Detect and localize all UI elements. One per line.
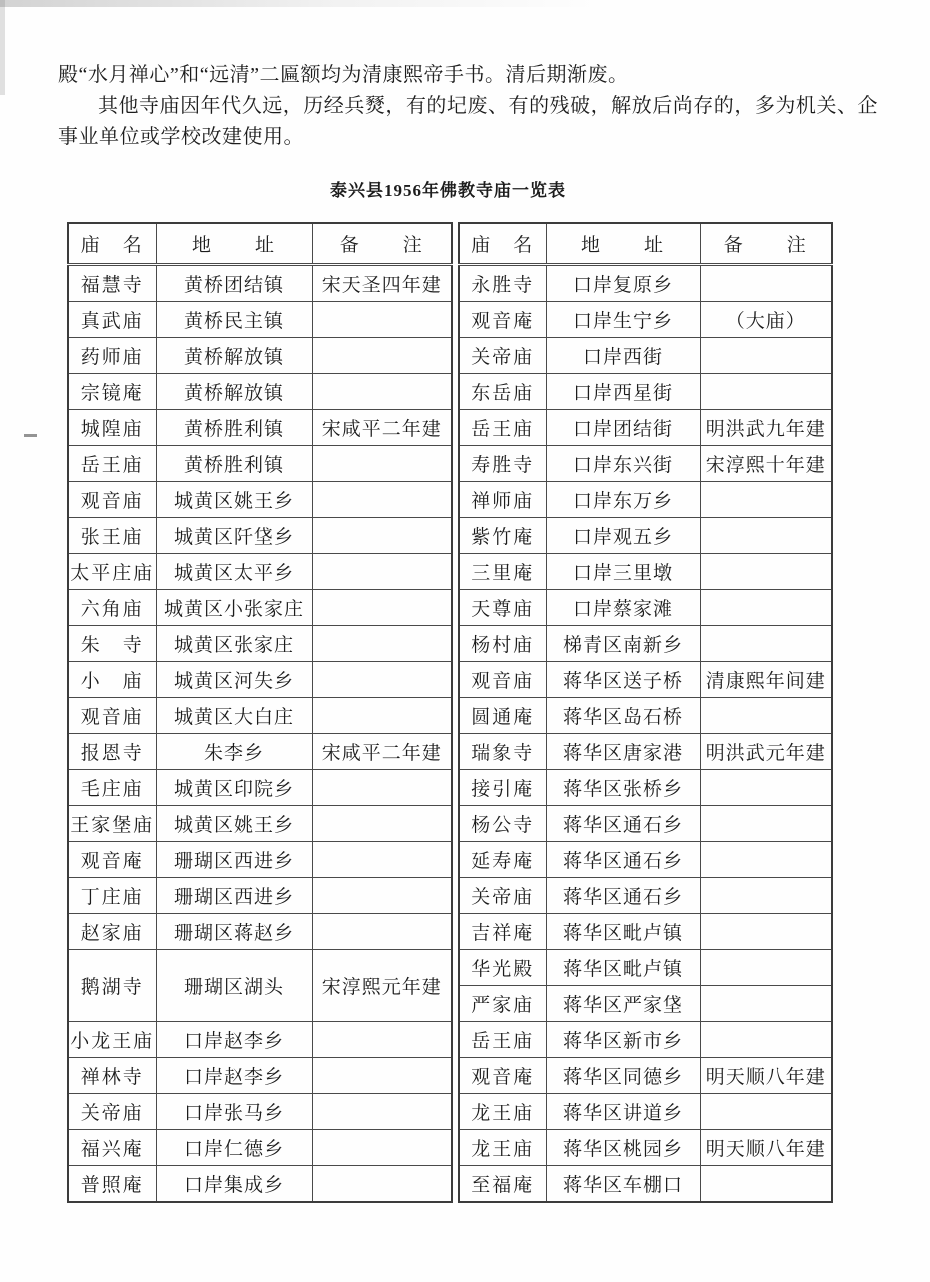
table-row (459, 1058, 832, 1094)
column-header-note: 备 注 (312, 223, 452, 265)
cell-address: 口岸赵李乡 (156, 1058, 312, 1094)
cell-note (700, 842, 832, 878)
cell-address: 城黄区姚王乡 (156, 806, 312, 842)
cell-note (700, 950, 832, 986)
cell-temple-name: 宗镜庵 (68, 374, 156, 410)
cell-temple-name: 吉祥庵 (459, 914, 546, 950)
paragraph-2: 其他寺庙因年代久远，历经兵燹，有的圮废、有的残破，解放后尚存的，多为机关、企事业单位或学校改建使用。 (58, 95, 878, 148)
cell-note (700, 698, 832, 734)
cell-temple-name: 岳王庙 (68, 446, 156, 482)
cell-address: 口岸观五乡 (546, 518, 700, 554)
table-row (68, 518, 452, 554)
cell-temple-name: 城隍庙 (68, 410, 156, 446)
cell-temple-name: 鹅湖寺 (68, 950, 156, 1022)
column-header-address: 地 址 (156, 223, 312, 265)
cell-note (312, 1166, 452, 1203)
cell-temple-name: 毛庄庙 (68, 770, 156, 806)
column-header-address: 地 址 (546, 223, 700, 265)
table-row (459, 410, 832, 446)
table-row (68, 265, 452, 302)
header-row (68, 223, 452, 265)
cell-temple-name: 观音庵 (459, 302, 546, 338)
cell-address: 城黄区阡垡乡 (156, 518, 312, 554)
temple-table-left (67, 222, 453, 1203)
cell-address: 蒋华区毗卢镇 (546, 914, 700, 950)
table-row (68, 302, 452, 338)
cell-address: 城黄区张家庄 (156, 626, 312, 662)
table-row (459, 482, 832, 518)
cell-temple-name: 福兴庵 (68, 1130, 156, 1166)
cell-address: 口岸集成乡 (156, 1166, 312, 1203)
table-row (68, 770, 452, 806)
table-row (459, 1022, 832, 1058)
cell-note (700, 1022, 832, 1058)
cell-address: 蒋华区严家垡 (546, 986, 700, 1022)
cell-note: 宋咸平二年建 (312, 410, 452, 446)
cell-note: 宋天圣四年建 (312, 265, 452, 302)
cell-note (312, 698, 452, 734)
cell-address: 城黄区太平乡 (156, 554, 312, 590)
table-row (459, 770, 832, 806)
cell-address: 梯青区南新乡 (546, 626, 700, 662)
cell-temple-name: 六角庙 (68, 590, 156, 626)
table-row (68, 482, 452, 518)
cell-address: 蒋华区车棚口 (546, 1166, 700, 1203)
cell-note: 宋淳熙元年建 (312, 950, 452, 1022)
cell-temple-name: 小龙王庙 (68, 1022, 156, 1058)
cell-address: 蒋华区送子桥 (546, 662, 700, 698)
cell-note (700, 1166, 832, 1203)
cell-note (312, 770, 452, 806)
cell-address: 蒋华区毗卢镇 (546, 950, 700, 986)
cell-address: 城黄区小张家庄 (156, 590, 312, 626)
cell-note (312, 1094, 452, 1130)
cell-temple-name: 禅师庙 (459, 482, 546, 518)
cell-temple-name: 寿胜寺 (459, 446, 546, 482)
cell-note (312, 914, 452, 950)
cell-note: 明天顺八年建 (700, 1130, 832, 1166)
table-row (459, 302, 832, 338)
cell-address: 朱李乡 (156, 734, 312, 770)
cell-note: 明洪武元年建 (700, 734, 832, 770)
cell-temple-name: 关帝庙 (68, 1094, 156, 1130)
cell-address: 口岸赵李乡 (156, 1022, 312, 1058)
temple-table-right (458, 222, 833, 1203)
cell-address: 黄桥胜利镇 (156, 446, 312, 482)
table-row (459, 806, 832, 842)
cell-temple-name: 关帝庙 (459, 338, 546, 374)
cell-temple-name: 禅林寺 (68, 1058, 156, 1094)
cell-address: 黄桥民主镇 (156, 302, 312, 338)
cell-note (700, 482, 832, 518)
cell-note: 宋咸平二年建 (312, 734, 452, 770)
table-row (459, 446, 832, 482)
cell-temple-name: 天尊庙 (459, 590, 546, 626)
cell-temple-name: 接引庵 (459, 770, 546, 806)
cell-temple-name: 张王庙 (68, 518, 156, 554)
scan-artifact-top (0, 0, 600, 7)
cell-address: 城黄区河失乡 (156, 662, 312, 698)
cell-temple-name: 观音庙 (459, 662, 546, 698)
table-row (68, 662, 452, 698)
cell-temple-name: 太平庄庙 (68, 554, 156, 590)
cell-note (312, 878, 452, 914)
cell-note (700, 374, 832, 410)
table-row (68, 410, 452, 446)
cell-address: 城黄区印院乡 (156, 770, 312, 806)
cell-address: 口岸蔡家滩 (546, 590, 700, 626)
cell-temple-name: 龙王庙 (459, 1130, 546, 1166)
table-row (459, 374, 832, 410)
cell-temple-name: 岳王庙 (459, 410, 546, 446)
table-row (68, 842, 452, 878)
cell-temple-name: 小 庙 (68, 662, 156, 698)
table-row (68, 734, 452, 770)
cell-address: 口岸西星街 (546, 374, 700, 410)
cell-note: 清康熙年间建 (700, 662, 832, 698)
table-row (68, 1022, 452, 1058)
cell-note (312, 374, 452, 410)
cell-note (700, 986, 832, 1022)
table-row (459, 1166, 832, 1203)
cell-temple-name: 观音庙 (68, 482, 156, 518)
cell-note (700, 914, 832, 950)
cell-note (312, 518, 452, 554)
table-row (68, 806, 452, 842)
column-header-name: 庙 名 (68, 223, 156, 265)
table-row (459, 1094, 832, 1130)
temple-list-table (67, 222, 833, 1203)
cell-address: 珊瑚区西进乡 (156, 878, 312, 914)
table-row (459, 590, 832, 626)
table-row (68, 914, 452, 950)
cell-note (700, 626, 832, 662)
scan-artifact-left (0, 0, 5, 95)
cell-temple-name: 岳王庙 (459, 1022, 546, 1058)
cell-note (312, 1022, 452, 1058)
cell-temple-name: 观音庵 (459, 1058, 546, 1094)
cell-temple-name: 杨公寺 (459, 806, 546, 842)
cell-note (312, 1058, 452, 1094)
cell-note (312, 590, 452, 626)
cell-note (312, 626, 452, 662)
cell-address: 蒋华区新市乡 (546, 1022, 700, 1058)
cell-address: 口岸复原乡 (546, 265, 700, 302)
table-row (459, 986, 832, 1022)
paragraph-1: 殿“水月禅心”和“远清”二匾额均为清康熙帝手书。清后期渐废。 (58, 64, 629, 86)
cell-note: 明洪武九年建 (700, 410, 832, 446)
table-row (459, 878, 832, 914)
cell-address: 蒋华区通石乡 (546, 878, 700, 914)
cell-note (312, 482, 452, 518)
table-row (68, 1166, 452, 1203)
cell-temple-name: 关帝庙 (459, 878, 546, 914)
cell-note (700, 554, 832, 590)
cell-note (700, 518, 832, 554)
table-row (68, 878, 452, 914)
cell-address: 口岸仁德乡 (156, 1130, 312, 1166)
cell-address: 黄桥团结镇 (156, 265, 312, 302)
cell-note (700, 265, 832, 302)
table-row (68, 1058, 452, 1094)
cell-temple-name: 药师庙 (68, 338, 156, 374)
scan-artifact-dash (24, 434, 37, 437)
cell-address: 城黄区姚王乡 (156, 482, 312, 518)
cell-temple-name: 严家庙 (459, 986, 546, 1022)
cell-address: 蒋华区同德乡 (546, 1058, 700, 1094)
cell-temple-name: 至福庵 (459, 1166, 546, 1203)
cell-temple-name: 瑞象寺 (459, 734, 546, 770)
cell-address: 城黄区大白庄 (156, 698, 312, 734)
cell-temple-name: 观音庵 (68, 842, 156, 878)
cell-temple-name: 报恩寺 (68, 734, 156, 770)
table-row (68, 590, 452, 626)
cell-note (312, 662, 452, 698)
table-row (459, 626, 832, 662)
cell-temple-name: 真武庙 (68, 302, 156, 338)
cell-address: 黄桥解放镇 (156, 338, 312, 374)
table-row (459, 554, 832, 590)
cell-address: 蒋华区讲道乡 (546, 1094, 700, 1130)
header-row (459, 223, 832, 265)
cell-address: 珊瑚区湖头 (156, 950, 312, 1022)
table-row (459, 734, 832, 770)
cell-address: 口岸东万乡 (546, 482, 700, 518)
cell-note (312, 446, 452, 482)
cell-temple-name: 东岳庙 (459, 374, 546, 410)
table-row (68, 698, 452, 734)
cell-temple-name: 三里庵 (459, 554, 546, 590)
cell-note (312, 302, 452, 338)
cell-temple-name: 王家堡庙 (68, 806, 156, 842)
cell-address: 口岸张马乡 (156, 1094, 312, 1130)
table-row (459, 914, 832, 950)
cell-address: 蒋华区通石乡 (546, 842, 700, 878)
cell-address: 口岸生宁乡 (546, 302, 700, 338)
cell-temple-name: 杨村庙 (459, 626, 546, 662)
cell-temple-name: 圆通庵 (459, 698, 546, 734)
cell-temple-name: 普照庵 (68, 1166, 156, 1203)
cell-note (312, 1130, 452, 1166)
column-header-note: 备 注 (700, 223, 832, 265)
cell-address: 黄桥胜利镇 (156, 410, 312, 446)
table-row (459, 518, 832, 554)
cell-note (312, 806, 452, 842)
cell-temple-name: 朱 寺 (68, 626, 156, 662)
cell-address: 口岸东兴街 (546, 446, 700, 482)
cell-temple-name: 永胜寺 (459, 265, 546, 302)
cell-address: 珊瑚区西进乡 (156, 842, 312, 878)
cell-address: 蒋华区张桥乡 (546, 770, 700, 806)
cell-address: 蒋华区岛石桥 (546, 698, 700, 734)
cell-address: 珊瑚区蒋赵乡 (156, 914, 312, 950)
cell-temple-name: 紫竹庵 (459, 518, 546, 554)
cell-note (700, 590, 832, 626)
cell-temple-name: 龙王庙 (459, 1094, 546, 1130)
cell-note (312, 338, 452, 374)
cell-note (700, 806, 832, 842)
cell-note: （大庙） (700, 302, 832, 338)
cell-note (700, 338, 832, 374)
table-row (459, 265, 832, 302)
table-row (68, 338, 452, 374)
body-text (58, 60, 878, 153)
table-row (68, 554, 452, 590)
cell-note: 明天顺八年建 (700, 1058, 832, 1094)
cell-address: 蒋华区唐家港 (546, 734, 700, 770)
table-row (68, 1130, 452, 1166)
table-row (459, 338, 832, 374)
cell-note (700, 770, 832, 806)
table-row (68, 950, 452, 1022)
table-row (68, 1094, 452, 1130)
cell-address: 蒋华区通石乡 (546, 806, 700, 842)
table-title: 泰兴县1956年佛教寺庙一览表 (330, 181, 566, 200)
cell-note (312, 842, 452, 878)
table-row (68, 374, 452, 410)
column-header-name: 庙 名 (459, 223, 546, 265)
table-row (68, 446, 452, 482)
table-row (459, 950, 832, 986)
cell-temple-name: 延寿庵 (459, 842, 546, 878)
cell-temple-name: 福慧寺 (68, 265, 156, 302)
table-row (459, 842, 832, 878)
cell-note (700, 878, 832, 914)
cell-temple-name: 华光殿 (459, 950, 546, 986)
cell-temple-name: 丁庄庙 (68, 878, 156, 914)
cell-temple-name: 赵家庙 (68, 914, 156, 950)
cell-address: 口岸西街 (546, 338, 700, 374)
cell-address: 蒋华区桃园乡 (546, 1130, 700, 1166)
cell-note: 宋淳熙十年建 (700, 446, 832, 482)
table-row (459, 1130, 832, 1166)
cell-address: 口岸三里墩 (546, 554, 700, 590)
cell-address: 口岸团结街 (546, 410, 700, 446)
cell-note (312, 554, 452, 590)
cell-temple-name: 观音庙 (68, 698, 156, 734)
table-row (459, 698, 832, 734)
table-row (459, 662, 832, 698)
cell-note (700, 1094, 832, 1130)
table-row (68, 626, 452, 662)
cell-address: 黄桥解放镇 (156, 374, 312, 410)
